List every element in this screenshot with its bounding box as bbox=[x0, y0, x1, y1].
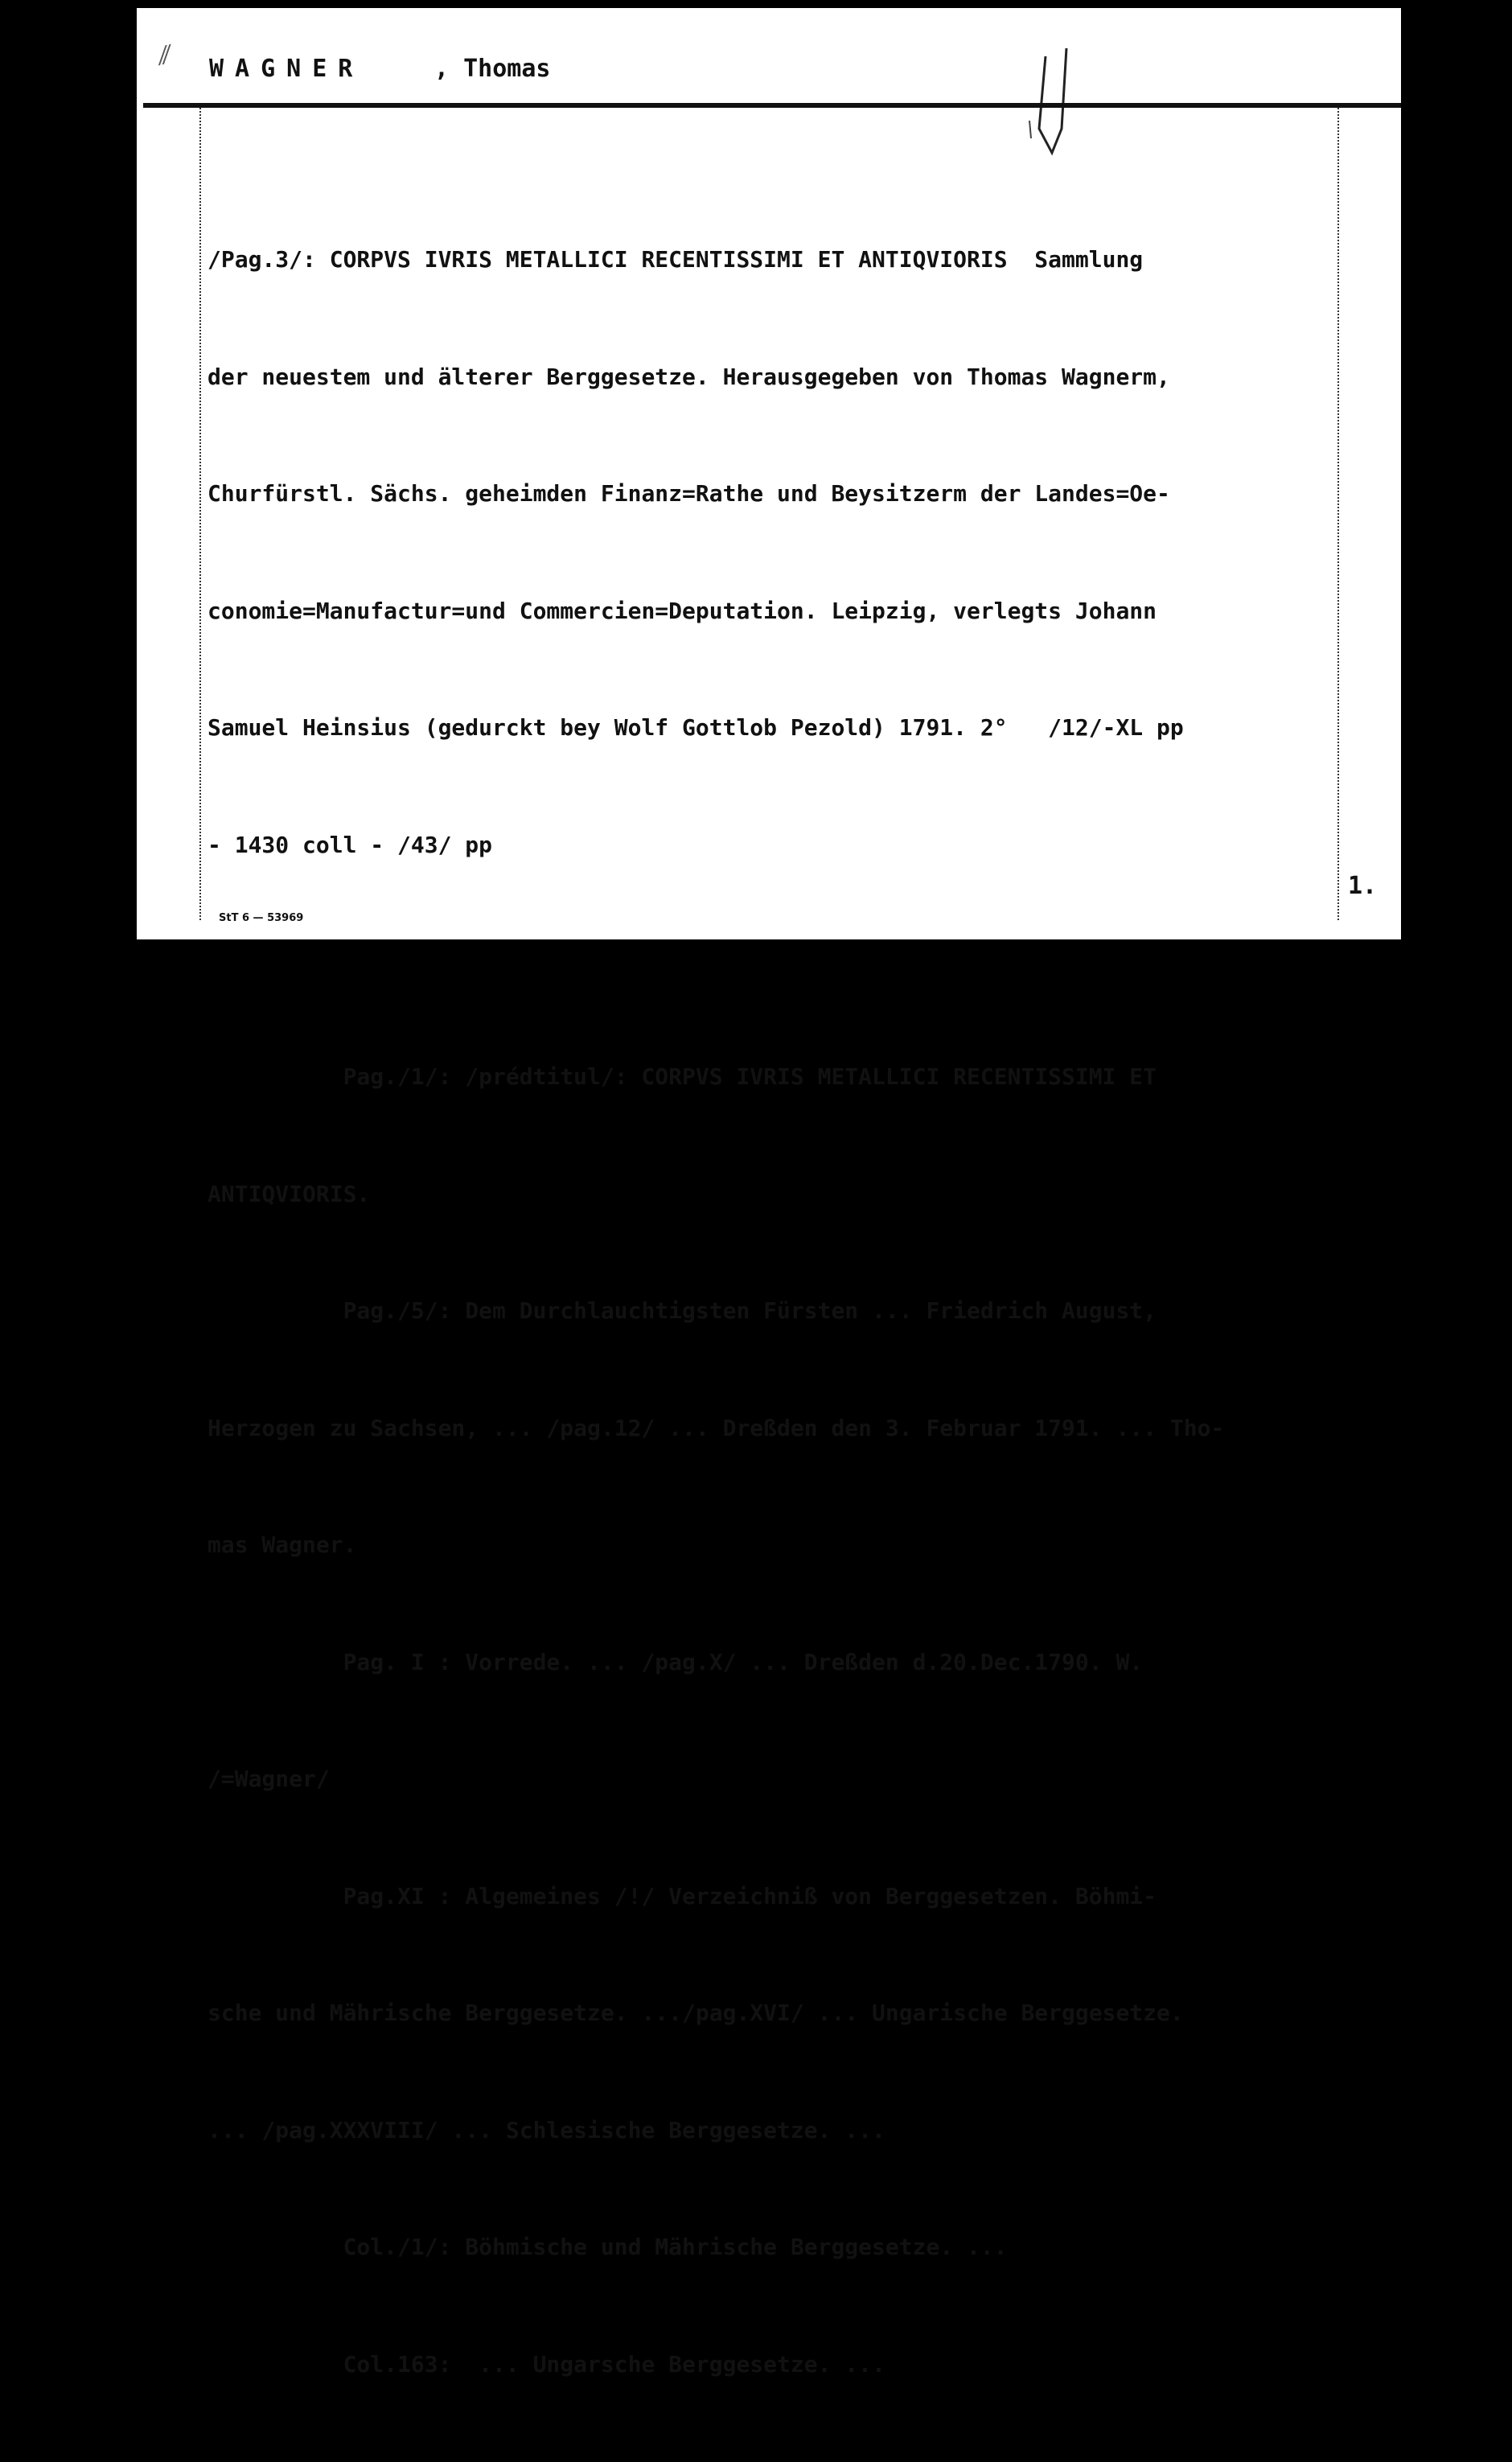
card-body bbox=[207, 162, 1341, 2462]
header-rule bbox=[143, 103, 1401, 108]
body-line: /Pag.3/: CORPVS IVRIS METALLICI RECENTISSIMI ET ANTIQVIORIS Sammlung bbox=[207, 246, 1144, 273]
body-line: Pag./5/: Dem Durchlauchtigsten Fürsten ... Friedrich August, bbox=[207, 1297, 1157, 1324]
body-line: Herzogen zu Sachsen, ... /pag.12/ ... Dreßden den 3. Februar 1791. ... Tho- bbox=[207, 1414, 1225, 1441]
body-line: Samuel Heinsius (gedurckt bey Wolf Gottlob Pezold) 1791. 2° /12/-XL pp bbox=[207, 714, 1184, 741]
left-margin-line bbox=[199, 108, 201, 920]
body-line: /=Wagner/ bbox=[207, 1765, 330, 1792]
author-firstname bbox=[434, 55, 551, 83]
body-line: conomie=Manufactur=und Commercien=Deputation. Leipzig, verlegts Johann bbox=[207, 597, 1157, 624]
footer-form-code: StT 6 — 53969 bbox=[219, 912, 304, 924]
body-line: Pag. I : Vorrede. ... /pag.X/ ... Dreßden d.20.Dec.1790. W. bbox=[207, 1648, 1144, 1675]
body-line: Col.163: ... Ungarsche Berggesetze. ... bbox=[207, 2350, 885, 2378]
body-line: Pag.XI : Algemeines /!/ Verzeichniß von Berggesetzen. Böhmi- bbox=[207, 1882, 1157, 1909]
body-line: ANTIQVIORIS. bbox=[207, 1180, 371, 1207]
card-page-number: 1. bbox=[1348, 872, 1378, 900]
body-gap bbox=[207, 943, 1341, 980]
body-line: sche und Mährische Berggesetze. .../pag.XVI/ ... Ungarische Berggesetze. bbox=[207, 2000, 1184, 2026]
body-line: Col./1/: Böhmische und Mährische Berggesetze. ... bbox=[207, 2234, 1008, 2260]
body-line: der neuestem und älterer Berggesetze. Herausgegeben von Thomas Wagnerm, bbox=[207, 363, 1170, 390]
author-firstname-text: Thomas bbox=[463, 55, 551, 83]
handwritten-mark: ⁄⁄ bbox=[158, 41, 172, 71]
body-line: ... /pag.XXXVIII/ ... Schlesische Berggesetze. ... bbox=[207, 2116, 885, 2143]
body-line: - 1430 coll - /43/ pp bbox=[207, 831, 493, 858]
body-line: mas Wagner. bbox=[207, 1531, 357, 1558]
card-header bbox=[137, 8, 1401, 103]
body-line: Pag./1/: /prédtitul/: CORPVS IVRIS METALLICI RECENTISSIMI ET bbox=[207, 1063, 1157, 1090]
name-separator: , bbox=[434, 55, 450, 83]
catalog-card bbox=[137, 8, 1401, 2378]
author-surname: WAGNER bbox=[209, 55, 364, 83]
body-line: Churfürstl. Sächs. geheimden Finanz=Rathe und Beysitzerm der Landes=Oe- bbox=[207, 480, 1170, 507]
